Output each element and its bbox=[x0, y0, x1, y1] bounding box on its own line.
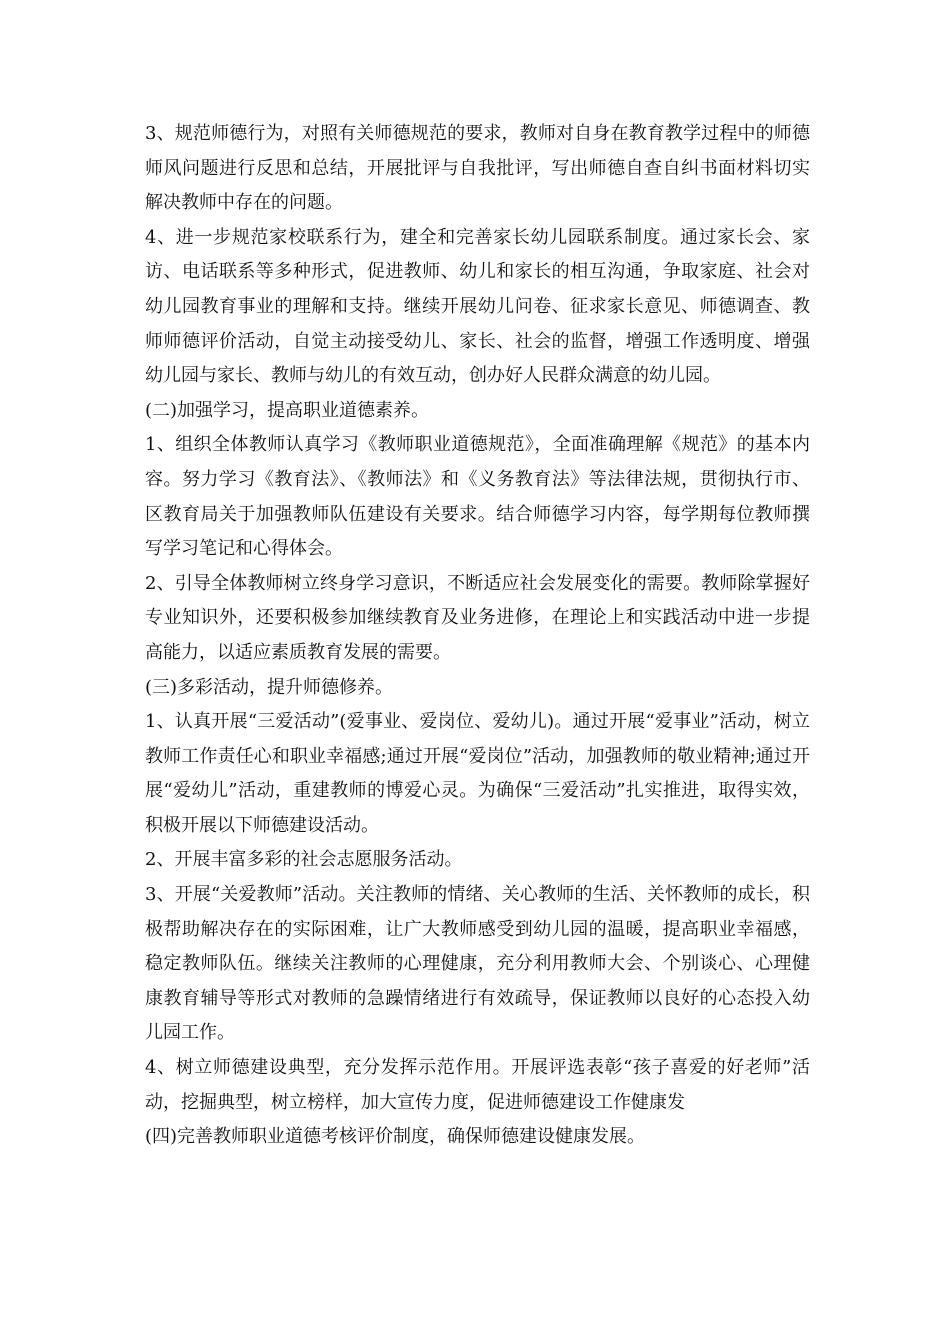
section-heading-3: (三)多彩活动，提升师德修养。 bbox=[145, 676, 394, 698]
section-heading-2: (二)加强学习，提高职业道德素养。 bbox=[145, 399, 430, 421]
document-body bbox=[145, 117, 810, 1155]
section-heading-4: (四)完善教师职业道德考核评价制度，确保师德建设健康发展。 bbox=[145, 1126, 646, 1148]
paragraph-item-1-three-loves: 1、认真开展“三爱活动”(爱事业、爱岗位、爱幼儿)。通过开展“爱事业”活动，树立教师工作责任心和职业幸福感;通过开展“爱岗位”活动，加强教师的敬业精神;通过开展“爱幼儿”活动，重建教师的博爱心灵。为确保“三爱活动”扎实推进，取得实效，积极开展以下师德建设活动。 bbox=[145, 711, 810, 836]
paragraph-item-4-role-models: 4、树立师德建设典型，充分发挥示范作用。开展评选表彰“孩子喜爱的好老师”活动，挖掘典型，树立榜样，加大宣传力度，促进师德建设工作健康发 bbox=[145, 1057, 810, 1113]
paragraph-item-3-conduct: 3、规范师德行为，对照有关师德规范的要求，教师对自身在教育教学过程中的师德师风问题进行反思和总结，开展批评与自我批评，写出师德自查自纠书面材料切实解决教师中存在的问题。 bbox=[145, 123, 810, 214]
paragraph-item-3-care-teachers: 3、开展“关爱教师”活动。关注教师的情绪、关心教师的生活、关怀教师的成长，积极帮助解决存在的实际困难，让广大教师感受到幼儿园的温暖，提高职业幸福感，稳定教师队伍。继续关注教师的心理健康，充分利用教师大会、个别谈心、心理健康教育辅导等形式对教师的急躁情绪进行有效疏导，保证教师以良好的心态投入幼儿园工作。 bbox=[145, 884, 810, 1044]
paragraph-item-2-lifelong-learning: 2、引导全体教师树立终身学习意识，不断适应社会发展变化的需要。教师除掌握好专业知识外，还要积极参加继续教育及业务进修，在理论上和实践活动中进一步提高能力，以适应素质教育发展的需要。 bbox=[145, 572, 810, 663]
paragraph-item-1-study: 1、组织全体教师认真学习《教师职业道德规范》，全面准确理解《规范》的基本内容。努力学习《教育法》、《教师法》和《义务教育法》等法律法规，贯彻执行市、区教育局关于加强教师队伍建设有关要求。结合师德学习内容，每学期每位教师撰写学习笔记和心得体会。 bbox=[145, 434, 810, 560]
paragraph-item-2-volunteer: 2、开展丰富多彩的社会志愿服务活动。 bbox=[145, 849, 463, 871]
paragraph-item-4-home-school: 4、进一步规范家校联系行为，建全和完善家长幼儿园联系制度。通过家长会、家访、电话联系等多种形式，促进教师、幼儿和家长的相互沟通，争取家庭、社会对幼儿园教育事业的理解和支持。继续开展幼儿问卷、征求家长意见、师德调查、教师师德评价活动，自觉主动接受幼儿、家长、社会的监督，增强工作透明度、增强幼儿园与家长、教师与幼儿的有效互动，创办好人民群众满意的幼儿园。 bbox=[145, 226, 810, 387]
